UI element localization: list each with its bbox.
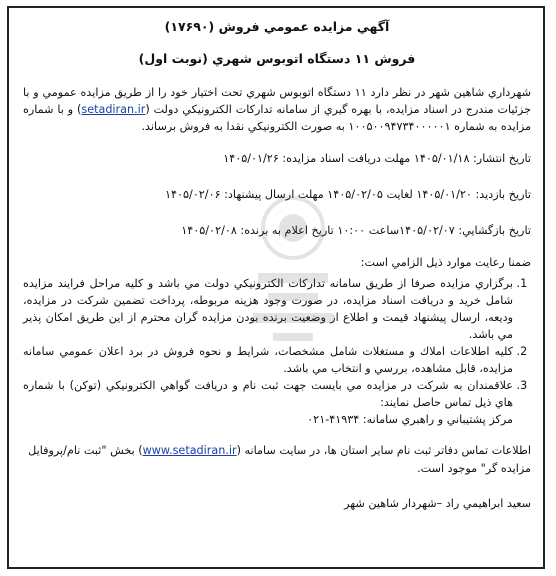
contact-text-end: ) بخش "ثبت نام/پروفايل مزايده گر" موجود است. xyxy=(28,444,531,475)
notice-frame xyxy=(7,6,545,569)
contact-paragraph xyxy=(23,442,531,478)
setadiran-www-link[interactable]: www.setadiran.ir xyxy=(142,444,237,457)
requirement-item-1 xyxy=(23,275,513,343)
requirement-text: برگزاري مزايده صرفا از طريق سامانه تداركات الكترونيكي دولت مي باشد و كليه مراحل فرايند مزايده شامل خريد و دريافت اسناد مزايده، در صورت وجود هزينه مربوطه، پرداخت تضمين شركت در مزايده، وديعه، ارسال پيشنهاد قيمت و اطلاع از وضعيت برنده بودن مزايده گران محترم از اين طريق امكان پذير مي باشد. xyxy=(23,277,513,341)
requirement-item-2 xyxy=(23,343,513,377)
requirements-intro: ضمنا رعايت موارد ذيل الزامي است: xyxy=(360,256,531,269)
requirement-text: علاقمندان به شركت در مزايده مي بايست جهت ثبت نام و دريافت گواهي الكترونيكي (توكن) با شماره هاي ذيل تماس حاصل نمايند: xyxy=(23,379,513,409)
requirements-list xyxy=(23,275,531,428)
setadiran-link[interactable]: setadiran.ir xyxy=(81,103,146,116)
contact-text-start: اطلاعات تماس دفاتر ثبت نام ساير استان ها، در سايت سامانه ( xyxy=(236,444,531,457)
notice-subtitle: فروش ۱۱ دستگاه اتوبوس شهري (نوبت اول) xyxy=(138,51,416,66)
intro-text-end: ) و با شماره مزايده به شماره ۱۰۰۵۰۰۹۴۷۳۴۰۰۰۰۰۱ به صورت الكترونيكي نقدا به فروش برساند. xyxy=(23,103,531,133)
opening-date-line: تاريخ بازگشايي: ۱۴۰۵/۰۲/۰۷ساعت ۱۰:۰۰ تاريخ اعلام به برنده: ۱۴۰۵/۰۲/۰۸ xyxy=(181,224,531,237)
requirement-text: كليه اطلاعات املاك و مستغلات شامل مشخصات، شرايط و نحوه فروش در برد اعلان عمومي سامانه مزايده، قابل مشاهده، بررسي و انتخاب مي باشد. xyxy=(23,345,513,375)
intro-paragraph xyxy=(23,84,531,135)
notice-title: آگهي مزايده عمومي فروش (۱۷۶۹۰) xyxy=(164,19,390,34)
requirement-item-3 xyxy=(23,377,513,428)
mayor-signature: سعيد ابراهيمي راد –شهردار شاهين شهر xyxy=(344,497,531,510)
support-center-line: مركز پشتيباني و راهبري سامانه: ۴۱۹۳۴-۰۲۱ xyxy=(307,413,513,426)
intro-text-start: شهرداري شاهين شهر در نظر دارد ۱۱ دستگاه اتوبوس شهري تحت اختيار خود را از طريق مزايده عمومي و با جزئيات مندرج در اسناد مزايده، با بهره گيري از سامانه تداركات الكترونيكي دولت ( xyxy=(23,86,531,116)
publish-date-line: تاريخ انتشار: ۱۴۰۵/۰۱/۱۸ مهلت دريافت اسناد مزايده: ۱۴۰۵/۰۱/۲۶ xyxy=(223,152,531,165)
visit-date-line: تاريخ بازديد: ۱۴۰۵/۰۱/۲۰ لغايت ۱۴۰۵/۰۲/۰۵ مهلت ارسال پيشنهاد: ۱۴۰۵/۰۲/۰۶ xyxy=(164,188,531,201)
